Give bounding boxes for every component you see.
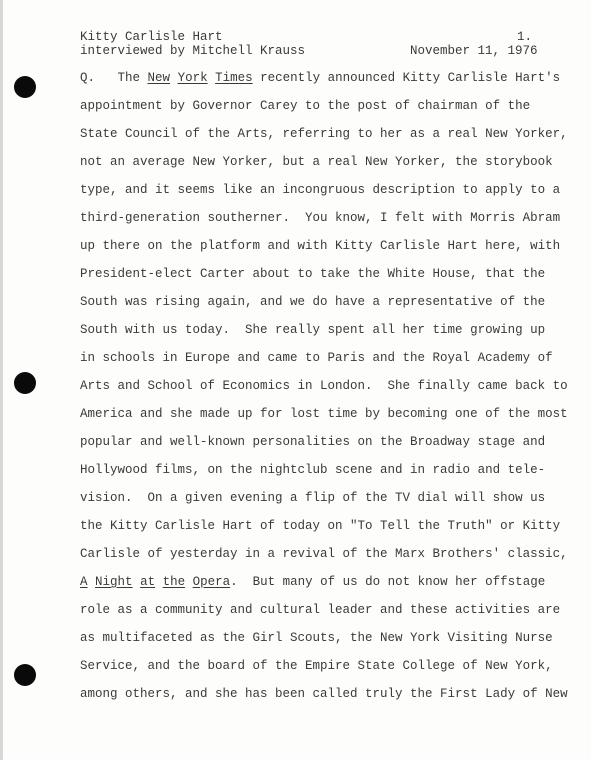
text-line: the Kitty Carlisle Hart of today on "To Tell the Truth" or Kitty <box>80 519 561 533</box>
text-line: third-generation southerner. You know, I felt with Morris Abram <box>80 211 561 225</box>
page-number: 1. <box>517 30 533 44</box>
question-label: Q. <box>80 71 96 85</box>
text-line: vision. On a given evening a flip of the TV dial will show us <box>80 491 546 505</box>
text-line: Carlisle of yesterday in a revival of the Marx Brothers' classic, <box>80 547 568 561</box>
text-line: Q. The New York Times recently announced Kitty Carlisle Hart's <box>80 71 561 85</box>
text-line: role as a community and cultural leader and these activities are <box>80 603 561 617</box>
text-line: A Night at the Opera. But many of us do not know her offstage <box>80 575 546 589</box>
header-date: November 11, 1976 <box>410 44 538 58</box>
header-interviewer: interviewed by Mitchell Krauss <box>80 44 306 58</box>
text-line: Hollywood films, on the nightclub scene and in radio and tele- <box>80 463 546 477</box>
page-edge <box>0 0 3 760</box>
text-line: South was rising again, and we do have a representative of the <box>80 295 546 309</box>
text-line: South with us today. She really spent all her time growing up <box>80 323 546 337</box>
text-line: popular and well-known personalities on the Broadway stage and <box>80 435 546 449</box>
text-line: in schools in Europe and came to Paris and the Royal Academy of <box>80 351 553 365</box>
text-line: President-elect Carter about to take the White House, that the <box>80 267 546 281</box>
text-line: State Council of the Arts, referring to her as a real New Yorker, <box>80 127 568 141</box>
header-name: Kitty Carlisle Hart <box>80 30 223 44</box>
newspaper-title: New <box>147 71 171 85</box>
film-title: A <box>80 575 88 589</box>
binder-hole <box>14 664 36 686</box>
text-line: Arts and School of Economics in London. She finally came back to <box>80 379 568 393</box>
binder-hole <box>14 372 36 394</box>
binder-hole <box>14 76 36 98</box>
text-line: appointment by Governor Carey to the post of chairman of the <box>80 99 531 113</box>
text-line: type, and it seems like an incongruous description to apply to a <box>80 183 561 197</box>
text-line: as multifaceted as the Girl Scouts, the New York Visiting Nurse <box>80 631 553 645</box>
text-line: up there on the platform and with Kitty Carlisle Hart here, with <box>80 239 561 253</box>
text-line: Service, and the board of the Empire State College of New York, <box>80 659 553 673</box>
text-line: America and she made up for lost time by becoming one of the most <box>80 407 568 421</box>
text-line: among others, and she has been called truly the First Lady of New <box>80 687 568 701</box>
text-line: not an average New Yorker, but a real New Yorker, the storybook <box>80 155 553 169</box>
